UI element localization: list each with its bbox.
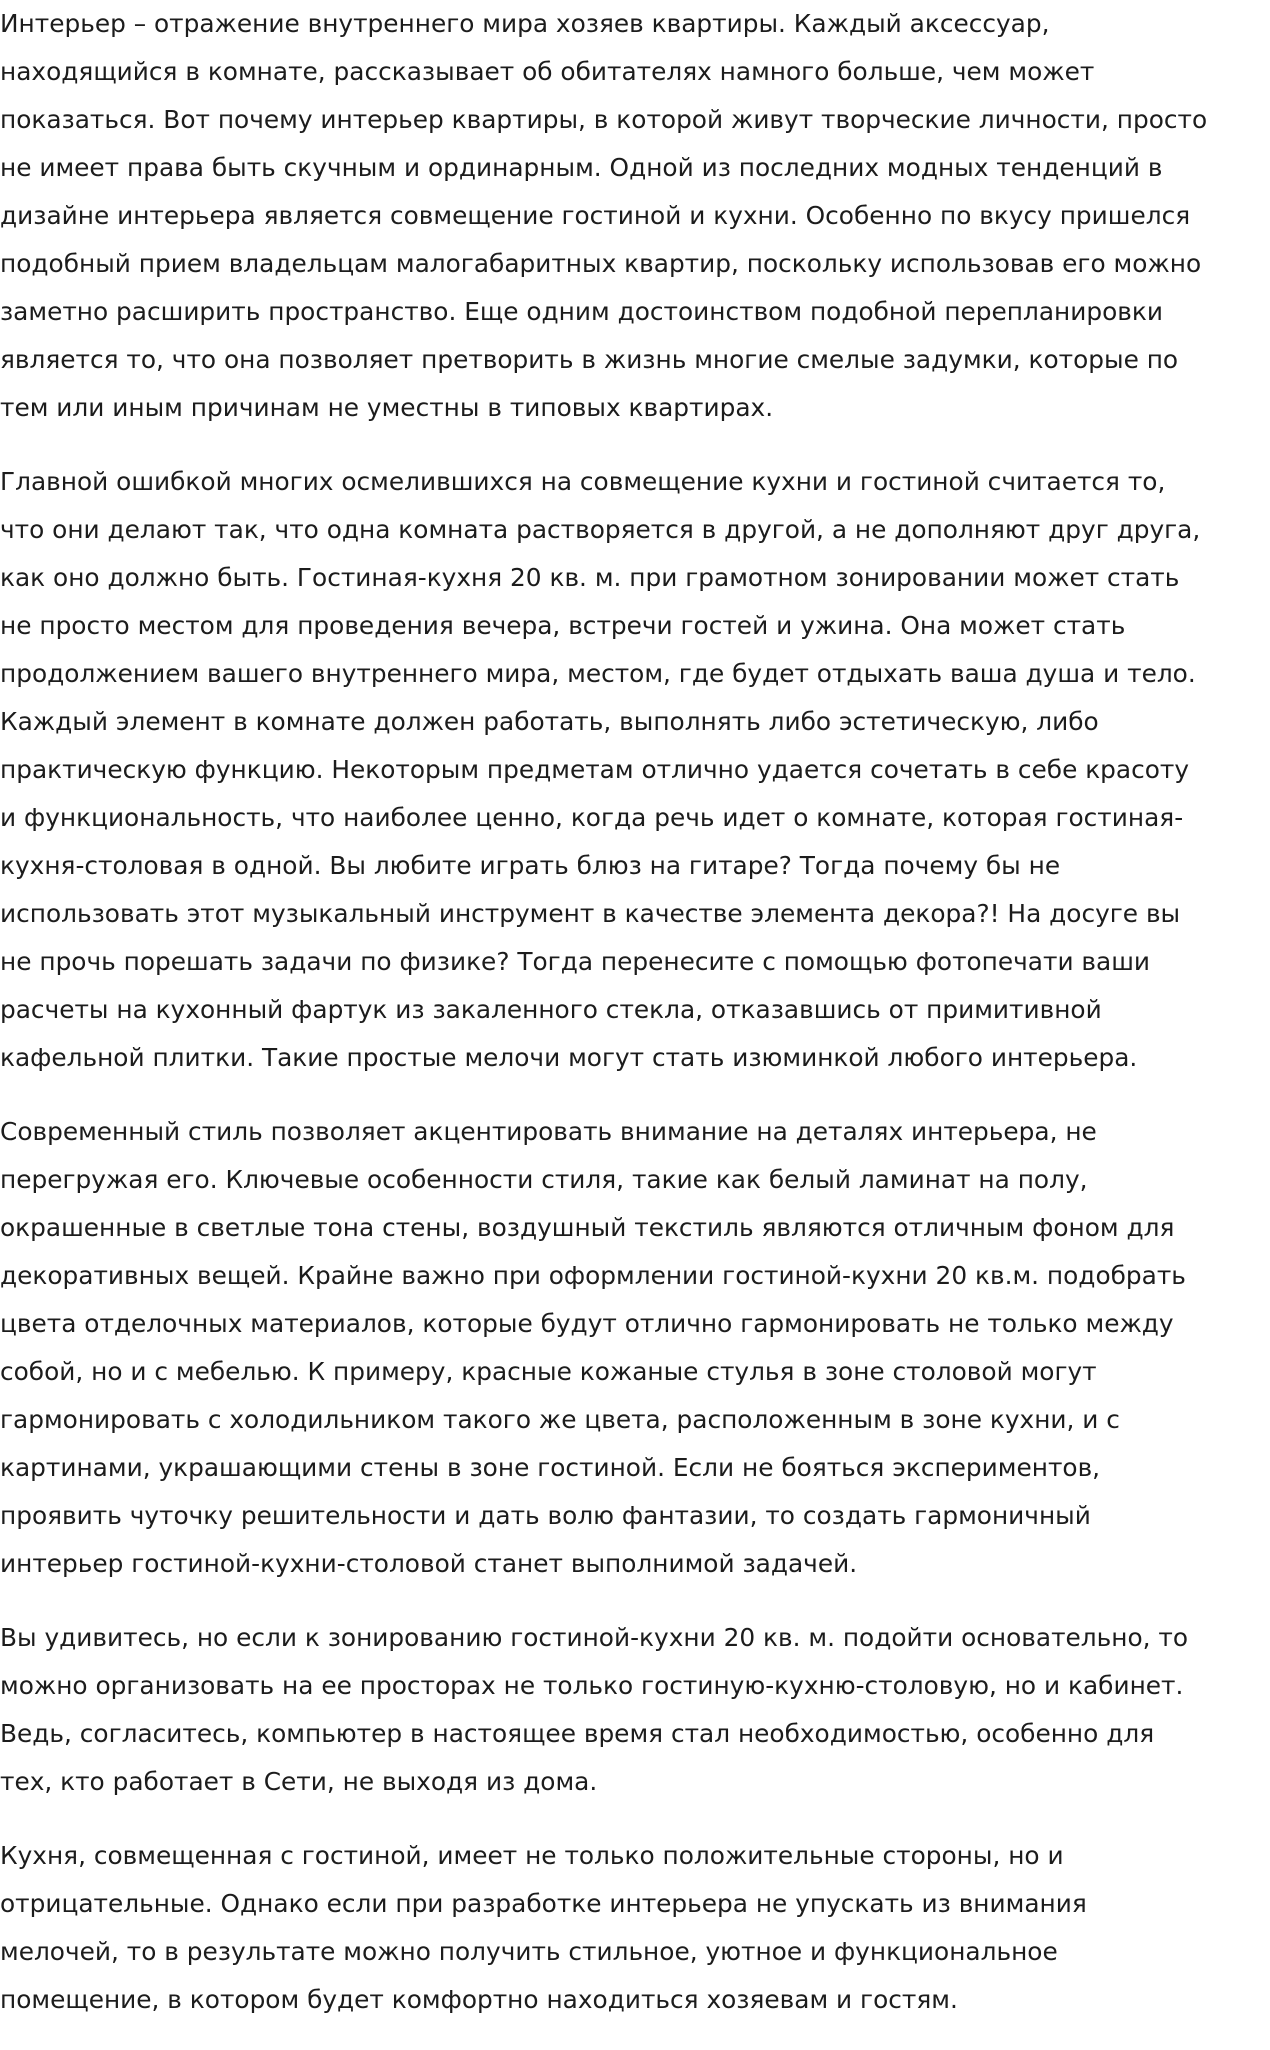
paragraph-line: цвета отделочных материалов, которые будут отлично гармонировать не только между — [0, 1309, 1174, 1338]
paragraph-line: что они делают так, что одна комната растворяется в другой, а не дополняют друг друга, — [0, 515, 1201, 544]
paragraph-line: декоративных вещей. Крайне важно при оформлении гостиной-кухни 20 кв.м. подобрать — [0, 1261, 1186, 1290]
paragraph-line: показаться. Вот почему интерьер квартиры, в которой живут творческие личности, просто — [0, 105, 1208, 134]
paragraph-line: Ведь, согласитесь, компьютер в настоящее время стал необходимостью, особенно для — [0, 1719, 1155, 1748]
paragraph-line: Вы удивитесь, но если к зонированию гостиной-кухни 20 кв. м. подойти основательно, то — [0, 1623, 1189, 1652]
paragraph-line: окрашенные в светлые тона стены, воздушный текстиль являются отличным фоном для — [0, 1213, 1175, 1242]
paragraph-line: заметно расширить пространство. Еще одним достоинством подобной перепланировки — [0, 297, 1163, 326]
paragraph-4 — [0, 1614, 1265, 1806]
paragraph-line: перегружая его. Ключевые особенности стиля, такие как белый ламинат на полу, — [0, 1165, 1088, 1194]
paragraph-line: кухня-столовая в одной. Вы любите играть блюз на гитаре? Тогда почему бы не — [0, 851, 1061, 880]
paragraph-5 — [0, 1832, 1265, 2024]
paragraph-line: гармонировать с холодильником такого же цвета, расположенным в зоне кухни, и с — [0, 1405, 1120, 1434]
paragraph-line: находящийся в комнате, рассказывает об обитателях намного больше, чем может — [0, 57, 1095, 86]
paragraph-line: Современный стиль позволяет акцентировать внимание на деталях интерьера, не — [0, 1117, 1097, 1146]
paragraph-line: не прочь порешать задачи по физике? Тогда перенесите с помощью фотопечати ваши — [0, 947, 1151, 976]
paragraph-line: отрицательные. Однако если при разработке интерьера не упускать из внимания — [0, 1889, 1087, 1918]
paragraph-line: тем или иным причинам не уместны в типовых квартирах. — [0, 393, 774, 422]
paragraph-line: интерьер гостиной-кухни-столовой станет выполнимой задачей. — [0, 1549, 858, 1578]
paragraph-line: Интерьер – отражение внутреннего мира хозяев квартиры. Каждый аксессуар, — [0, 9, 1050, 38]
paragraph-line: является то, что она позволяет претворить в жизнь многие смелые задумки, которые по — [0, 345, 1179, 374]
paragraph-line: мелочей, то в результате можно получить стильное, уютное и функциональное — [0, 1937, 1058, 1966]
paragraph-line: кафельной плитки. Такие простые мелочи могут стать изюминкой любого интерьера. — [0, 1043, 1138, 1072]
paragraph-line: картинами, украшающими стены в зоне гостиной. Если не бояться экспериментов, — [0, 1453, 1101, 1482]
paragraph-line: и функциональность, что наиболее ценно, когда речь идет о комнате, которая гостиная- — [0, 803, 1184, 832]
paragraph-line: проявить чуточку решительности и дать волю фантазии, то создать гармоничный — [0, 1501, 1091, 1530]
paragraph-line: расчеты на кухонный фартук из закаленного стекла, отказавшись от примитивной — [0, 995, 1102, 1024]
paragraph-line: подобный прием владельцам малогабаритных квартир, поскольку использовав его можно — [0, 249, 1202, 278]
paragraph-line: помещение, в котором будет комфортно находиться хозяевам и гостям. — [0, 1985, 958, 2014]
paragraph-line: Каждый элемент в комнате должен работать, выполнять либо эстетическую, либо — [0, 707, 1099, 736]
paragraph-1 — [0, 0, 1265, 432]
paragraph-line: использовать этот музыкальный инструмент в качестве элемента декора?! На досуге вы — [0, 899, 1181, 928]
paragraph-line: не имеет права быть скучным и ординарным. Одной из последних модных тенденций в — [0, 153, 1163, 182]
paragraph-line: практическую функцию. Некоторым предметам отлично удается сочетать в себе красоту — [0, 755, 1190, 784]
paragraph-line: как оно должно быть. Гостиная-кухня 20 кв. м. при грамотном зонировании может стать — [0, 563, 1180, 592]
paragraph-line: не просто местом для проведения вечера, встречи гостей и ужина. Она может стать — [0, 611, 1126, 640]
paragraph-line: тех, кто работает в Сети, не выходя из дома. — [0, 1767, 598, 1796]
paragraph-line: можно организовать на ее просторах не только гостиную-кухню-столовую, но и кабинет. — [0, 1671, 1184, 1700]
paragraph-line: Главной ошибкой многих осмелившихся на совмещение кухни и гостиной считается то, — [0, 467, 1166, 496]
paragraph-3 — [0, 1108, 1265, 1588]
paragraph-2 — [0, 458, 1265, 1082]
paragraph-line: дизайне интерьера является совмещение гостиной и кухни. Особенно по вкусу пришелся — [0, 201, 1191, 230]
paragraph-line: продолжением вашего внутреннего мира, местом, где будет отдыхать ваша душа и тело. — [0, 659, 1196, 688]
paragraph-line: Кухня, совмещенная с гостиной, имеет не только положительные стороны, но и — [0, 1841, 1064, 1870]
paragraph-line: собой, но и с мебелью. К примеру, красные кожаные стулья в зоне столовой могут — [0, 1357, 1097, 1386]
